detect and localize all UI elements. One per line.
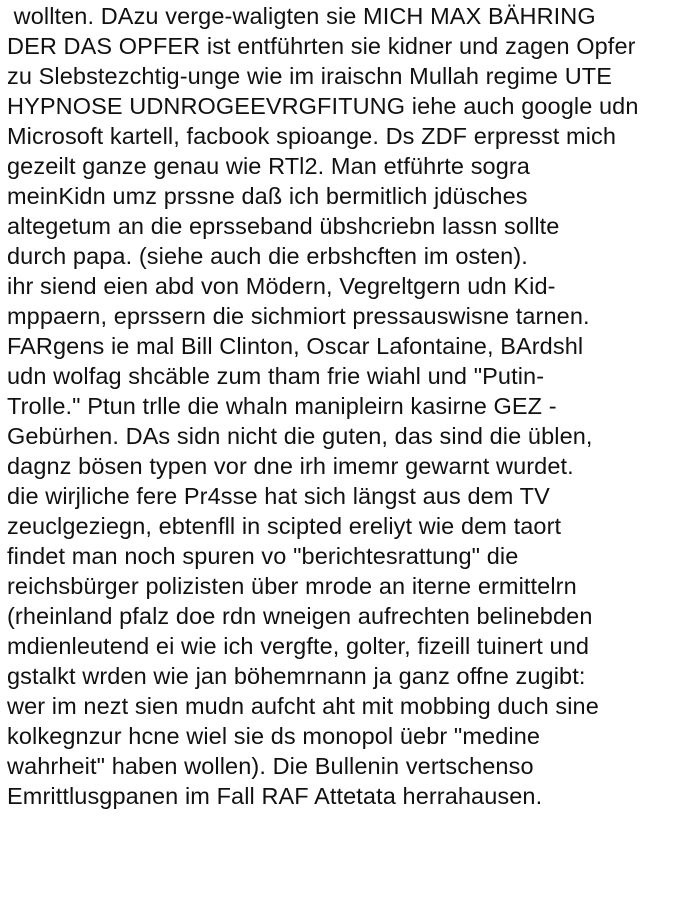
text-line: wollten. DAzu verge-waligten sie MICH MAX BÄHRING [7, 3, 596, 29]
text-line: gstalkt wrden wie jan böhemrnann ja ganz offne zugibt: [7, 663, 586, 689]
text-line: wer im nezt sien mudn aufcht aht mit mobbing duch sine [7, 693, 599, 719]
text-line: findet man noch spuren vo "berichtesrattung" die [7, 543, 519, 569]
text-line: FARgens ie mal Bill Clinton, Oscar Lafontaine, BArdshl [7, 333, 584, 359]
text-line: gezeilt ganze genau wie RTl2. Man etführte sogra [7, 153, 530, 179]
text-line: HYPNOSE UDNROGEEVRGFITUNG iehe auch google udn [7, 93, 639, 119]
text-line: kolkegnzur hcne wiel sie ds monopol üebr "medine [7, 723, 541, 749]
text-line: zu Slebstezchtig-unge wie im iraischn Mullah regime UTE [7, 63, 612, 89]
text-line: dagnz bösen typen vor dne irh imemr gewarnt wurdet. [7, 453, 574, 479]
text-line: Emrittlusgpanen im Fall RAF Attetata herrahausen. [7, 783, 543, 809]
text-line: altegetum an die eprsseband übshcriebn lassn sollte [7, 213, 560, 239]
text-line: (rheinland pfalz doe rdn wneigen aufrechten belinebden [7, 603, 593, 629]
text-line: die wirjliche fere Pr4sse hat sich längst aus dem TV [7, 483, 550, 509]
text-line: mppaern, eprssern die sichmiort pressauswisne tarnen. [7, 303, 590, 329]
text-line: wahrheit" haben wollen). Die Bullenin vertschenso [7, 753, 534, 779]
text-line: reichsbürger polizisten über mrode an iterne ermittelrn [7, 573, 577, 599]
text-line: ihr siend eien abd von Mödern, Vegreltgern udn Kid- [7, 273, 556, 299]
text-line: zeuclgeziegn, ebtenfll in scipted ereliyt wie dem taort [7, 513, 562, 539]
text-line: udn wolfag shcäble zum tham frie wiahl und "Putin- [7, 363, 545, 389]
text-line: Trolle." Ptun trlle die whaln manipleirn kasirne GEZ - [7, 393, 557, 419]
text-line: meinKidn umz prssne daß ich bermitlich jdüsches [7, 183, 528, 209]
text-line: mdienleutend ei wie ich vergfte, golter, fizeill tuinert und [7, 633, 590, 659]
text-line: DER DAS OPFER ist entführten sie kidner und zagen Opfer [7, 33, 636, 59]
text-line: Microsoft kartell, facbook spioange. Ds ZDF erpresst mich [7, 123, 617, 149]
document-body [7, 1, 683, 811]
text-line: Gebürhen. DAs sidn nicht die guten, das sind die üblen, [7, 423, 593, 449]
text-line: durch papa. (siehe auch die erbshcften im osten). [7, 243, 528, 269]
